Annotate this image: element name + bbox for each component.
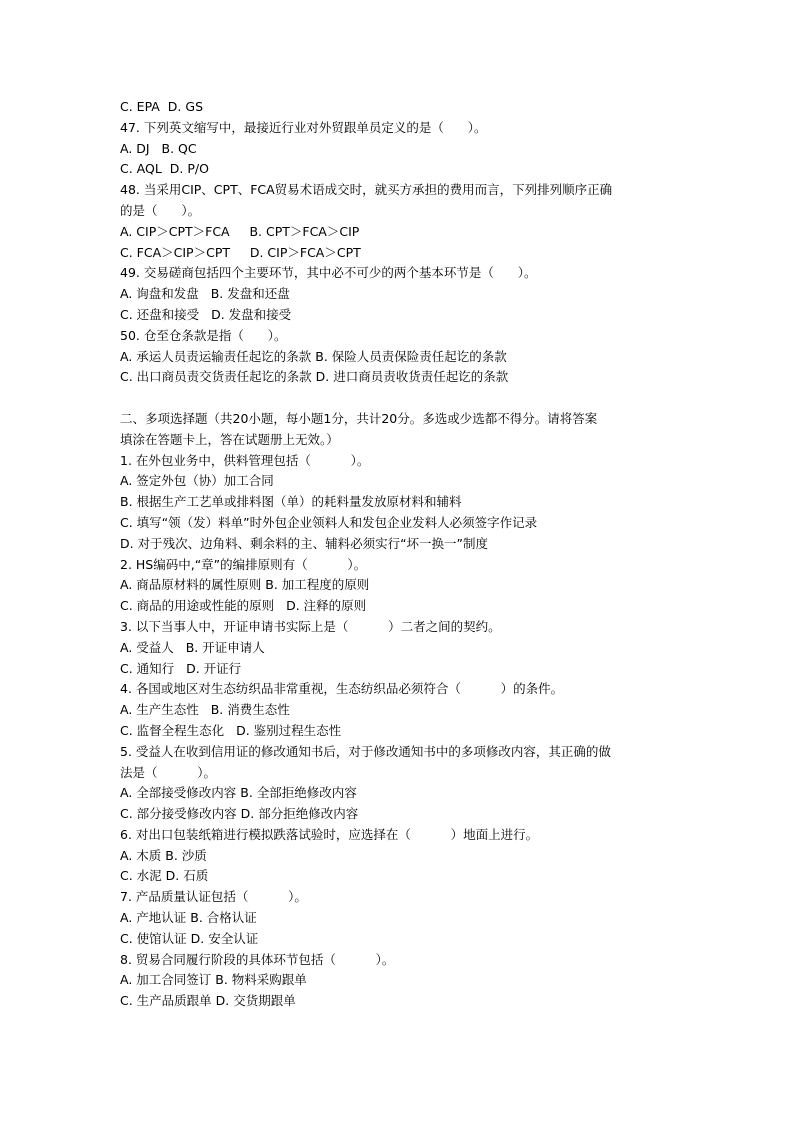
- text-line: B. 根据生产工艺单或排料图（单）的耗料量发放原材料和辅料: [120, 494, 462, 510]
- text-line: C. 部分接受修改内容 D. 部分拒绝修改内容: [120, 806, 359, 822]
- text-line: 47. 下列英文缩写中，最接近行业对外贸跟单员定义的是（ ）。: [120, 119, 487, 135]
- text-line: C. 还盘和接受 D. 发盘和接受: [120, 306, 292, 322]
- text-line: 4. 各国或地区对生态纺织品非常重视，生态纺织品必须符合（ ）的条件。: [120, 681, 564, 697]
- text-line: 3. 以下当事人中，开证申请书实际上是（ ）二者之间的契约。: [120, 618, 501, 634]
- text-line: 填涂在答题卡上，答在试题册上无效。）: [120, 431, 339, 447]
- text-line: A. 全部接受修改内容 B. 全部拒绝修改内容: [120, 785, 357, 801]
- text-line: A. 受益人 B. 开证申请人: [120, 639, 265, 655]
- text-line: A. 签定外包（协）加工合同: [120, 473, 274, 489]
- text-line: A. 木质 B. 沙质: [120, 847, 207, 863]
- text-line: A. 商品原材料的属性原则 B. 加工程度的原则: [120, 577, 370, 593]
- text-line: C. 监督全程生态化 D. 鉴别过程生态性: [120, 722, 342, 738]
- text-line: 2. HS编码中,“章”的编排原则有（ ）。: [120, 556, 367, 572]
- text-line: 48. 当采用CIP、CPT、FCA贸易术语成交时，就买方承担的费用而言，下列排列顺序正确: [120, 182, 613, 198]
- text-line: C. 生产品质跟单 D. 交货期跟单: [120, 993, 296, 1009]
- text-line: A. 承运人员责运输责任起讫的条款 B. 保险人员责保险责任起讫的条款: [120, 348, 507, 364]
- text-line: A. CIP＞CPT＞FCA B. CPT＞FCA＞CIP: [120, 223, 360, 239]
- text-line: 49. 交易磋商包括四个主要环节，其中必不可少的两个基本环节是（ ）。: [120, 265, 537, 281]
- text-line: 二、多项选择题（共20小题，每小题1分，共计20分。多选或少选都不得分。请将答案: [120, 410, 598, 426]
- text-line: C. 商品的用途或性能的原则 D. 注释的原则: [120, 598, 367, 614]
- text-line: 的是（ ）。: [120, 202, 201, 218]
- single-choice-section: [120, 97, 794, 388]
- text-line: C. 水泥 D. 石质: [120, 868, 209, 884]
- text-line: C. FCA＞CIP＞CPT D. CIP＞FCA＞CPT: [120, 244, 361, 260]
- text-line: 6. 对出口包装纸箱进行模拟跌落试验时，应选择在（ ）地面上进行。: [120, 826, 539, 842]
- text-line: A. 产地认证 B. 合格认证: [120, 910, 257, 926]
- text-line: C. 通知行 D. 开证行: [120, 660, 242, 676]
- text-line: C. AQL D. P/O: [120, 161, 209, 177]
- text-line: C. 出口商员责交货责任起讫的条款 D. 进口商员责收货责任起讫的条款: [120, 369, 509, 385]
- text-line: A. DJ B. QC: [120, 140, 197, 156]
- text-line: C. 使馆认证 D. 安全认证: [120, 930, 259, 946]
- text-line: 5. 受益人在收到信用证的修改通知书后，对于修改通知书中的多项修改内容，其正确的做: [120, 743, 611, 759]
- text-line: 1. 在外包业务中，供料管理包括（ ）。: [120, 452, 370, 468]
- section-gap: [120, 388, 794, 409]
- text-line: 7. 产品质量认证包括（ ）。: [120, 889, 307, 905]
- multiple-choice-section: [120, 409, 794, 1012]
- text-line: C. EPA D. GS: [120, 99, 204, 114]
- text-line: 8. 贸易合同履行阶段的具体环节包括（ ）。: [120, 951, 395, 967]
- text-line: C. 填写“领（发）料单”时外包企业领料人和发包企业发料人必须签字作记录: [120, 514, 538, 530]
- text-line: A. 询盘和发盘 B. 发盘和还盘: [120, 286, 290, 302]
- text-line: A. 生产生态性 B. 消费生态性: [120, 702, 290, 718]
- text-line: A. 加工合同签订 B. 物料采购跟单: [120, 972, 307, 988]
- text-line: D. 对于残次、边角料、剩余料的主、辅料必须实行“坏一换一”制度: [120, 535, 489, 551]
- text-line: 50. 仓至仓条款是指（ ）。: [120, 327, 287, 343]
- text-line: 法是（ ）。: [120, 764, 216, 780]
